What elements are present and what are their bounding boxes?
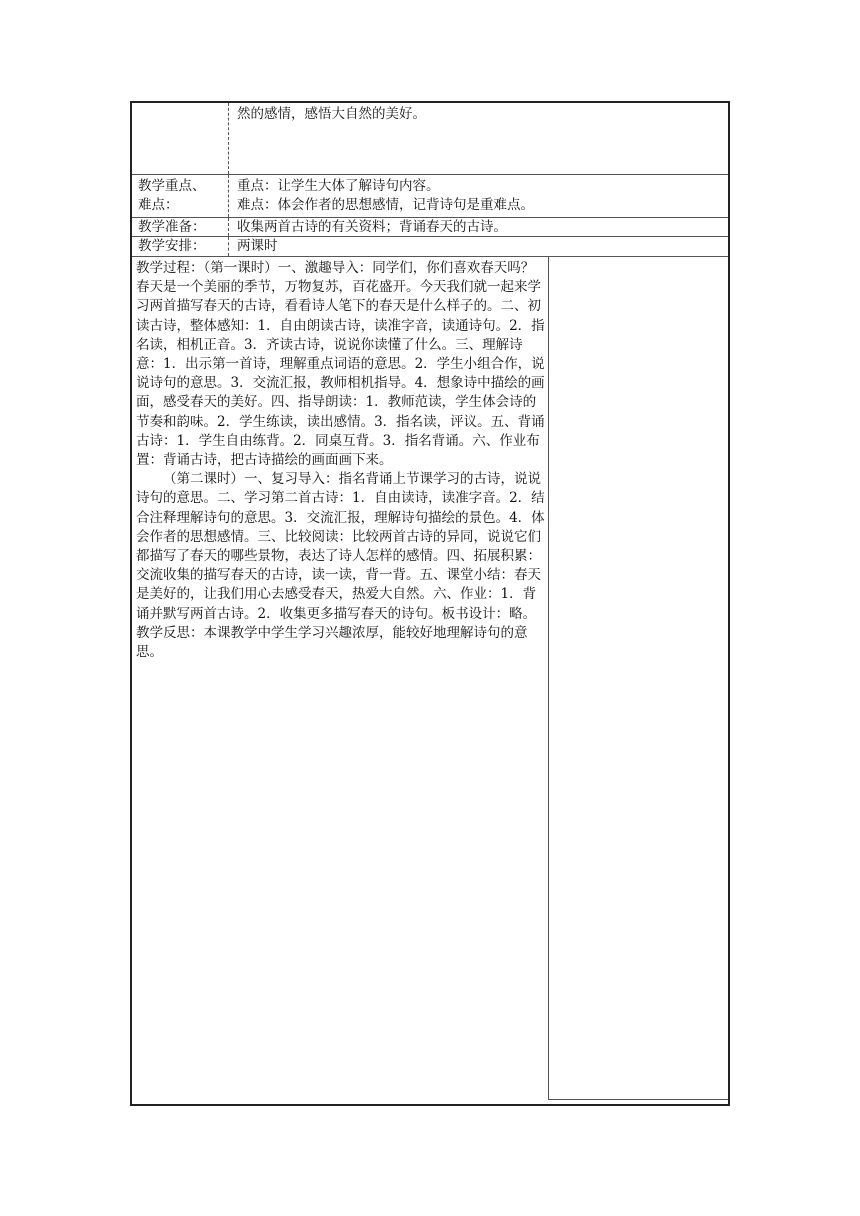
content-line: 然的感情，感悟大自然的美好。 xyxy=(237,106,426,122)
content-line: 重点：让学生大体了解诗句内容。 xyxy=(237,178,440,194)
row-content: 两课时 xyxy=(237,238,278,254)
teaching-process-section xyxy=(132,257,728,1104)
row-label: 教学安排： xyxy=(132,237,229,256)
label-line: 教学重点、 xyxy=(138,178,206,194)
row-label xyxy=(132,175,229,217)
row-content xyxy=(231,103,728,174)
row-content xyxy=(231,175,728,217)
row-preparation xyxy=(132,218,728,237)
lesson-plan-table xyxy=(130,101,730,1106)
row-content: 收集两首古诗的有关资料；背诵春天的古诗。 xyxy=(237,219,507,235)
row-label xyxy=(132,103,229,174)
body-paragraph: 教学过程：（第一课时）一、激趣导入：同学们，你们喜欢春天吗？春天是一个美丽的季节，万物复苏，百花盛开。今天我们就一起来学习两首描写春天的古诗，看看诗人笔下的春天是什么样子的。二、初读古诗，整体感知：1．自由朗读古诗，读准字音，读通诗句。2．指名读，相机正音。3．齐读古诗，说说你读懂了什么。三、理解诗意：1．出示第一首诗，理解重点词语的意思。2．学生小组合作，说说诗句的意思。3．交流汇报，教师相机指导。4．想象诗中描绘的画面，感受春天的美好。四、指导朗读：1．教师范读，学生体会诗的节奏和韵味。2．学生练读，读出感情。3．指名读，评议。五、背诵古诗：1．学生自由练背。2．同桌互背。3．指名背诵。六、作业布置：背诵古诗，把古诗描绘的画面画下来。 xyxy=(136,260,545,469)
teaching-process-text xyxy=(136,259,546,662)
notes-column xyxy=(548,257,728,1100)
label-line: 难点： xyxy=(138,197,179,213)
row-objective-continued xyxy=(132,103,728,175)
body-paragraph: （第二课时）一、复习导入：指名背诵上节课学习的古诗，说说诗句的意思。二、学习第二首古诗：1．自由读诗，读准字音。2．结合注释理解诗句的意思。3．交流汇报，理解诗句描绘的景色。4．体会作者的思想感情。三、比较阅读：比较两首古诗的异同，说说它们都描写了春天的哪些景物，表达了诗人怎样的感情。四、拓展积累：交流收集的描写春天的古诗，读一读，背一背。五、课堂小结：春天是美好的，让我们用心去感受春天，热爱大自然。六、作业：1．背诵并默写两首古诗。2．收集更多描写春天的诗句。板书设计：略。教学反思：本课教学中学生学习兴趣浓厚，能较好地理解诗句的意思。 xyxy=(136,471,545,661)
content-line: 难点：体会作者的思想感情，记背诗句是重难点。 xyxy=(237,197,534,213)
row-label: 教学准备： xyxy=(132,218,229,236)
row-arrangement xyxy=(132,237,728,257)
row-key-points xyxy=(132,175,728,218)
